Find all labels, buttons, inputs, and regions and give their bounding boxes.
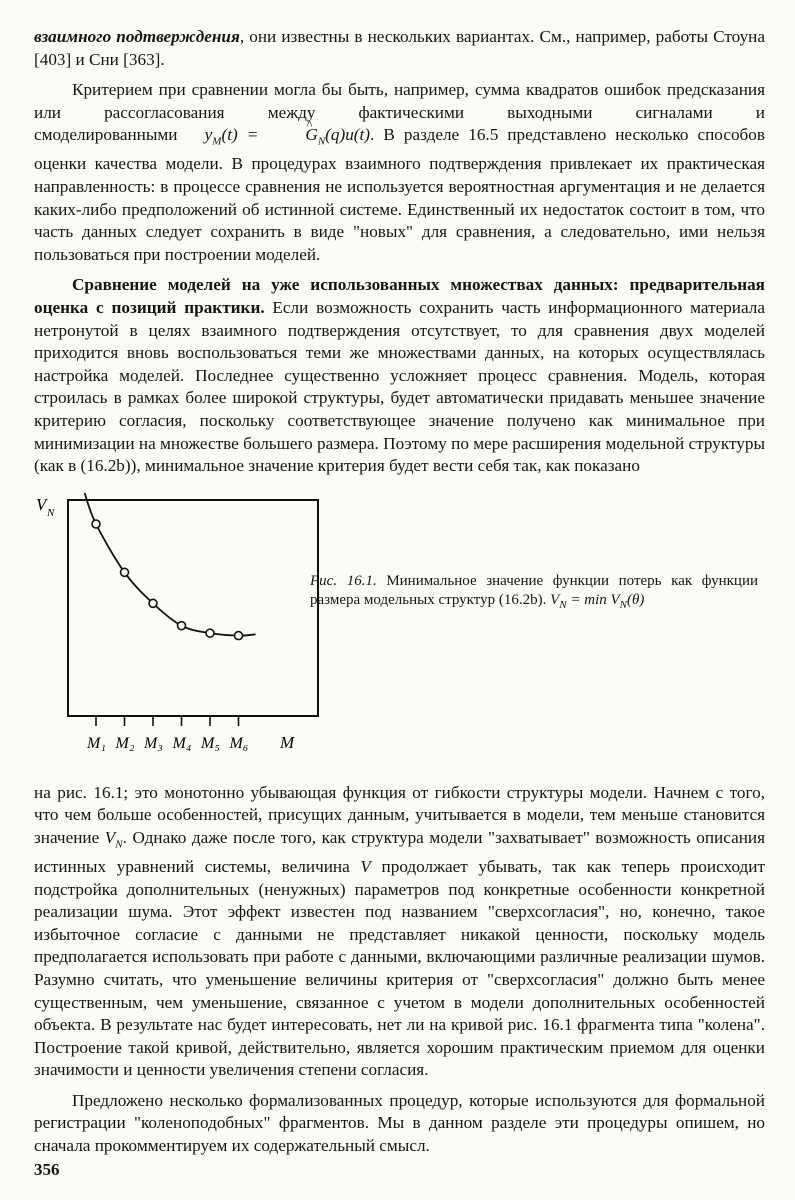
figure-chart (34, 490, 334, 772)
page-body (34, 26, 765, 1158)
paragraph-3 (34, 274, 765, 477)
x-tick-label-2: M₂ (115, 734, 135, 752)
paragraph-5 (34, 1090, 765, 1158)
formula-y-sub: M (212, 135, 222, 148)
formula-g-sub: N (317, 135, 326, 148)
caption-formula-sub2: N (619, 598, 628, 611)
paragraph-1 (34, 26, 765, 71)
caption-formula-v: V (550, 591, 560, 608)
y-axis-label: V (36, 494, 47, 514)
x-tick-label-4: M₄ (172, 734, 192, 752)
formula-y-rest: (t) = (221, 125, 268, 145)
paragraph-2-text-b: . В разделе 16.5 представлено несколько способов оценки качества модели. В процедурах взаимного подтверждения привлекает их практическая направленность: в процессе сравнения не используется вероятностная аргументация и не делается каких-либо предположений об истинной системе. Единственный их недостаток состоит в том, что часть данных следует сохранить в виде "новых" для сравнения, а следовательно, ими нельзя пользоваться при построении моделей. (34, 125, 766, 264)
paragraph-2 (34, 79, 765, 266)
inline-vn (104, 827, 123, 851)
paragraph-4-text-c: продолжает убывать, так как теперь происходит подстройка дополнительных (ненужных) параметров под конкретные особенности конкретной реализации шума. Этот эффект известен под названием "сверхсогласия", но, конечно, такое избыточное согласие с данными не представляет никакой ценности, поскольку модель предполагается использовать при работе с данными, включающими различные реализации шумов. Разумно считать, что уменьшение величины критерия от "сверхсогласия" должно быть менее существенным, чем уменьшение, связанное с учетом в модели дополнительных особенностей объекта. В результате нас будет интересовать, нет ли на кривой рис. 16.1 фрагмента типа "колена". Построение такой кривой, действительно, является хорошим практическим приемом для оценки значимости и ценности увеличения степени согласия. (34, 856, 765, 1080)
paragraph-3-text: Если возможность сохранить часть информационного материала нетронутой в целях взаимного подтверждения отсутствует, то для сравнения двух моделей приходится вновь воспользоваться теми же множествами данных, на которых осуществлялась настройка моделей. Последнее существенно усложняет процесс сравнения. Модель, которая строилась в рамках более широкой структуры, будет автоматически придавать меньшее значение критерию согласия, поскольку соответствующее значение получено как минимальное при минимизации на множестве большего размера. Поэтому по мере расширения модельной структуры (как в (16.2b)), минимальное значение критерия будет вести себя так, как показано (34, 297, 765, 476)
inline-v: V (104, 827, 116, 847)
paragraph-4-text-b: . Однако даже после того, как структура модели "захватывает" возможность описания истинных уравнений системы, величина (34, 827, 765, 876)
data-point-3 (149, 599, 157, 607)
caption-text: Минимальное значение функции потерь как функции размера модельных структур (16.2b). (310, 572, 759, 608)
inline-formula (204, 125, 371, 148)
data-point-6 (235, 631, 243, 639)
chart-frame (68, 500, 318, 716)
figure-caption (310, 572, 758, 615)
formula-g-hat (267, 124, 317, 147)
formula-y: y (204, 125, 213, 145)
data-point-5 (206, 629, 214, 637)
paragraph-4 (34, 782, 765, 1082)
data-point-1 (92, 520, 100, 528)
formula-g: G (305, 125, 318, 145)
data-point-4 (178, 621, 186, 629)
data-point-2 (121, 568, 129, 576)
caption-formula-sub: N (559, 598, 567, 611)
paragraph-5-text: Предложено несколько формализованных процедур, которые используются для формальной регистрации "коленоподобных" фрагментов. Мы в данном разделе эти процедуры опишем, но сначала прокомментируем их содержательный смысл. (34, 1090, 765, 1156)
caption-formula-rest: = min V (566, 591, 620, 608)
paragraph-4-text-a: на рис. 16.1; это монотонно убывающая функция от гибкости структуры модели. Начнем с того, что чем больше особенностей, присущих данным, учитывается в модели, тем меньше становится значение (34, 782, 765, 847)
x-tick-label-3: M₃ (144, 734, 163, 752)
x-tick-label-6: M₆ (229, 734, 249, 752)
caption-formula (550, 591, 645, 611)
paragraph-1-text: , они известны в нескольких вариантах. См., например, работы Стоуна [403] и Сни [363]. (34, 27, 765, 69)
y-axis-label-sub: N (47, 506, 55, 519)
x-tick-label-5: M₅ (201, 734, 220, 752)
x-axis-label: M (280, 732, 295, 752)
x-tick-label-1: M₁ (87, 734, 106, 752)
figure-16-1 (34, 490, 765, 772)
loss-curve (85, 493, 256, 636)
page-number: 356 (34, 1160, 60, 1179)
section-heading-bold: Сравнение моделей на уже использованных множествах данных: предварительная оценка с позиций практики. (34, 275, 765, 317)
caption-formula-end: (θ) (627, 591, 645, 608)
lead-italic: взаимного подтверждения (34, 27, 240, 46)
formula-g-rest: (q)u(t) (325, 125, 371, 145)
inline-v-sub: N (115, 838, 123, 851)
caption-label: Рис. 16.1. (310, 572, 377, 589)
paragraph-2-text-a: Критерием при сравнении могла бы быть, например, сумма квадратов ошибок предсказания или рассогласования между фактическими выходными сигналами и смоделированными (34, 80, 765, 145)
inline-v2: V (360, 856, 371, 876)
